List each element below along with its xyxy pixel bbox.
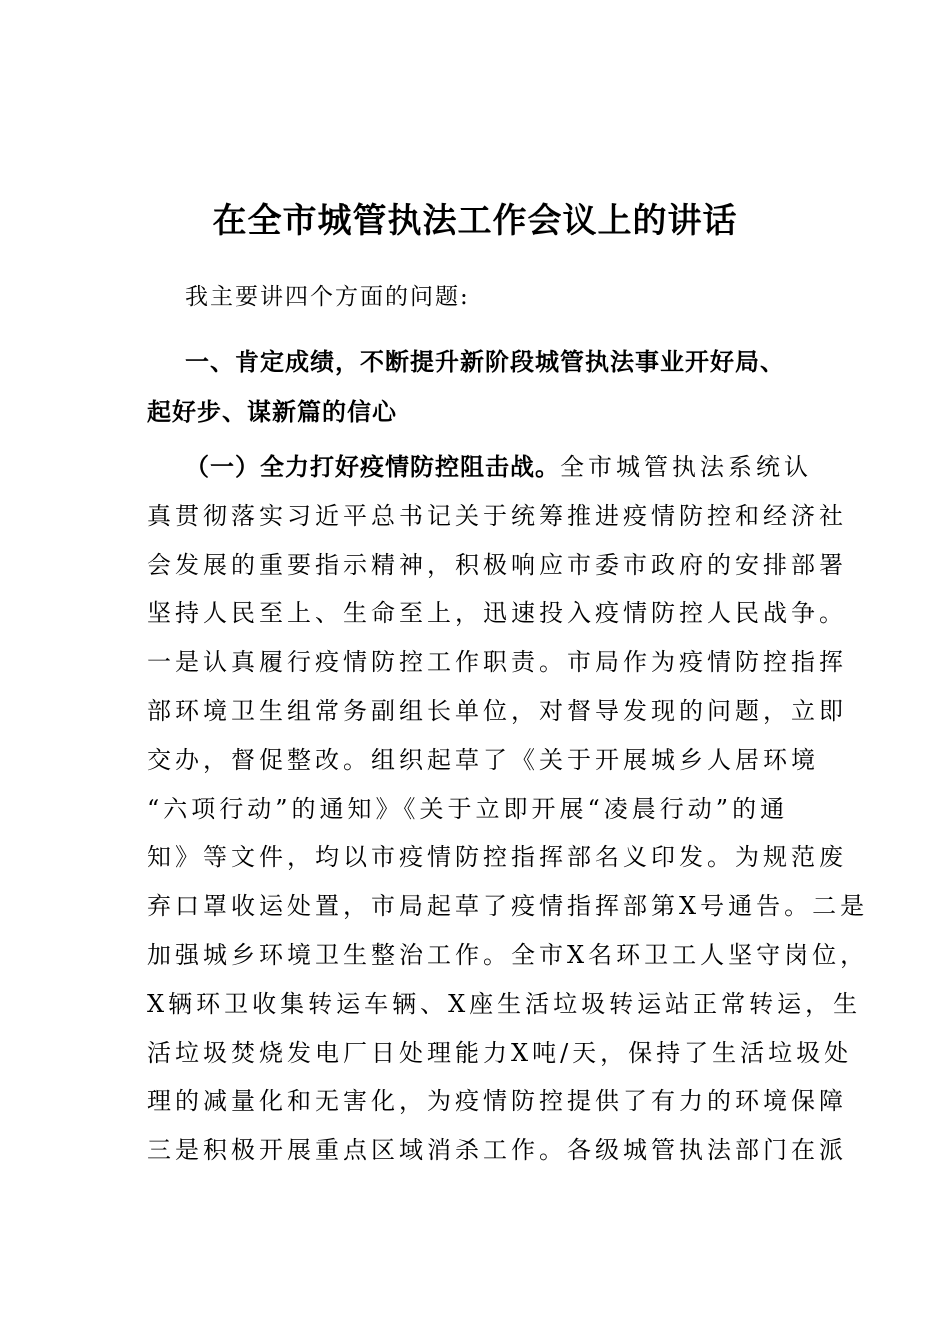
document-title: 在全市城管执法工作会议上的讲话 (212, 201, 738, 241)
paragraph-line: 理的减量化和无害化，为疫情防控提供了有力的环境保障 (147, 1087, 847, 1116)
paragraph-line: 活垃圾焚烧发电厂日处理能力X吨/天，保持了生活垃圾处 (147, 1038, 853, 1067)
paragraph-line: 真贯彻落实习近平总书记关于统筹推进疫情防控和经济社 (147, 501, 847, 530)
paragraph-line: 交办，督促整改。组织起草了《关于开展城乡人居环境 (147, 745, 819, 774)
intro-paragraph: 我主要讲四个方面的问题: (185, 284, 470, 310)
paragraph-line: 弃口罩收运处置，市局起草了疫情指挥部第X号通告。二是 (147, 892, 869, 921)
paragraph-line (147, 443, 827, 492)
paragraph-line: X辆环卫收集转运车辆、X座生活垃圾转运站正常转运，生 (147, 989, 862, 1018)
paragraph-text: 全市城管执法系统认 (560, 453, 812, 481)
paragraph-line: 会发展的重要指示精神，积极响应市委市政府的安排部署 (147, 550, 847, 579)
paragraph-line: 坚持人民至上、生命至上，迅速投入疫情防控人民战争。 (147, 599, 847, 628)
paragraph-1 (147, 443, 869, 1175)
paragraph-line: 三是积极开展重点区域消杀工作。各级城管执法部门在派 (147, 1136, 847, 1165)
section-heading-1 (147, 337, 807, 437)
section-heading-1-line-2: 起好步、谋新篇的信心 (147, 397, 397, 426)
section-heading-1-line-1: 一、肯定成绩，不断提升新阶段城管执法事业开好局、 (185, 347, 785, 376)
paragraph-line: 一是认真履行疫情防控工作职责。市局作为疫情防控指挥 (147, 648, 847, 677)
paragraph-line: “六项行动”的通知》《关于立即开展“凌晨行动”的通 (147, 794, 789, 823)
subsection-lead-heading: （一）全力打好疫情防控阻击战。 (185, 452, 560, 481)
paragraph-line: 部环境卫生组常务副组长单位，对督导发现的问题，立即 (147, 696, 847, 725)
paragraph-line: 加强城乡环境卫生整治工作。全市X名环卫工人坚守岗位， (147, 940, 869, 969)
paragraph-line: 知》等文件，均以市疫情防控指挥部名义印发。为规范废 (147, 843, 847, 872)
